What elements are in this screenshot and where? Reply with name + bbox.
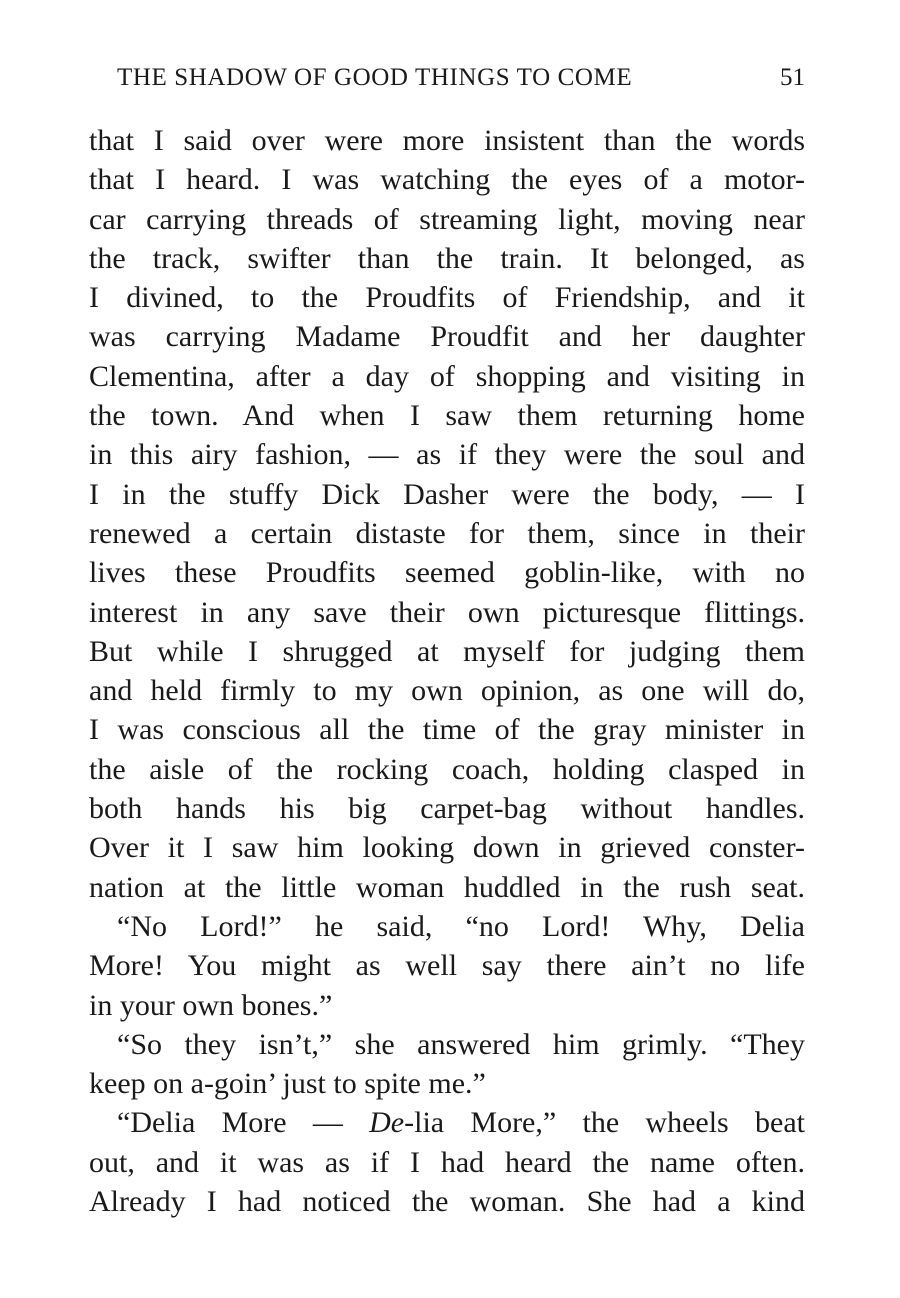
text-line: and held firmly to my own opinion, as one will do, (89, 674, 805, 708)
text-line: Over it I saw him looking down in grieved conster- (89, 831, 805, 865)
body-text (89, 121, 805, 1221)
text-line: that I said over were more insistent than the words (89, 124, 805, 157)
text-line: out, and it was as if I had heard the name often. (89, 1145, 805, 1179)
text-line: lives these Proudfits seemed goblin-like, with no (89, 556, 805, 590)
text-line: in your own bones.” (89, 988, 333, 1022)
text-line: interest in any save their own picturesque flittings. (89, 595, 805, 629)
text-line: I in the stuffy Dick Dasher were the body, — I (89, 477, 805, 511)
page-number: 51 (780, 64, 805, 91)
text-line: the aisle of the rocking coach, holding clasped in (89, 752, 805, 786)
text-line: “So they isn’t,” she answered him grimly. “They (117, 1027, 805, 1061)
paragraph-1 (89, 121, 805, 907)
text-run: “Delia More — (117, 1106, 370, 1140)
paragraph-2 (89, 907, 805, 1025)
running-head (117, 64, 805, 98)
text-line: Clementina, after a day of shopping and visiting in (89, 359, 805, 393)
text-line: But while I shrugged at myself for judging them (89, 634, 805, 668)
text-line: “No Lord!” he said, “no Lord! Why, Delia (117, 909, 805, 943)
italic-emphasis: De (369, 1106, 405, 1140)
paragraph-4 (89, 1103, 805, 1221)
text-line: More! You might as well say there ain’t no life (89, 949, 805, 983)
paragraph-3 (89, 1025, 805, 1104)
text-line: renewed a certain distaste for them, since in their (89, 516, 805, 550)
text-line: both hands his big carpet-bag without handles. (89, 792, 805, 826)
text-line (89, 1103, 805, 1142)
text-line: nation at the little woman huddled in the rush seat. (89, 870, 805, 904)
text-line: I divined, to the Proudfits of Friendship, and it (89, 281, 805, 315)
text-line: I was conscious all the time of the gray minister in (89, 713, 805, 747)
text-run: -lia More,” the wheels beat (404, 1106, 805, 1140)
text-line: was carrying Madame Proudfit and her daughter (89, 320, 805, 354)
text-line: car carrying threads of streaming light, moving near (89, 202, 805, 236)
text-line: in this airy fashion, — as if they were the soul and (89, 438, 805, 472)
text-line: keep on a-goin’ just to spite me.” (89, 1067, 486, 1101)
text-line: Already I had noticed the woman. She had a kind (89, 1185, 805, 1219)
text-line: that I heard. I was watching the eyes of a motor- (89, 163, 805, 197)
text-line: the town. And when I saw them returning home (89, 399, 805, 433)
running-title: THE SHADOW OF GOOD THINGS TO COME (117, 64, 633, 91)
text-line: the track, swifter than the train. It belonged, as (89, 241, 805, 275)
